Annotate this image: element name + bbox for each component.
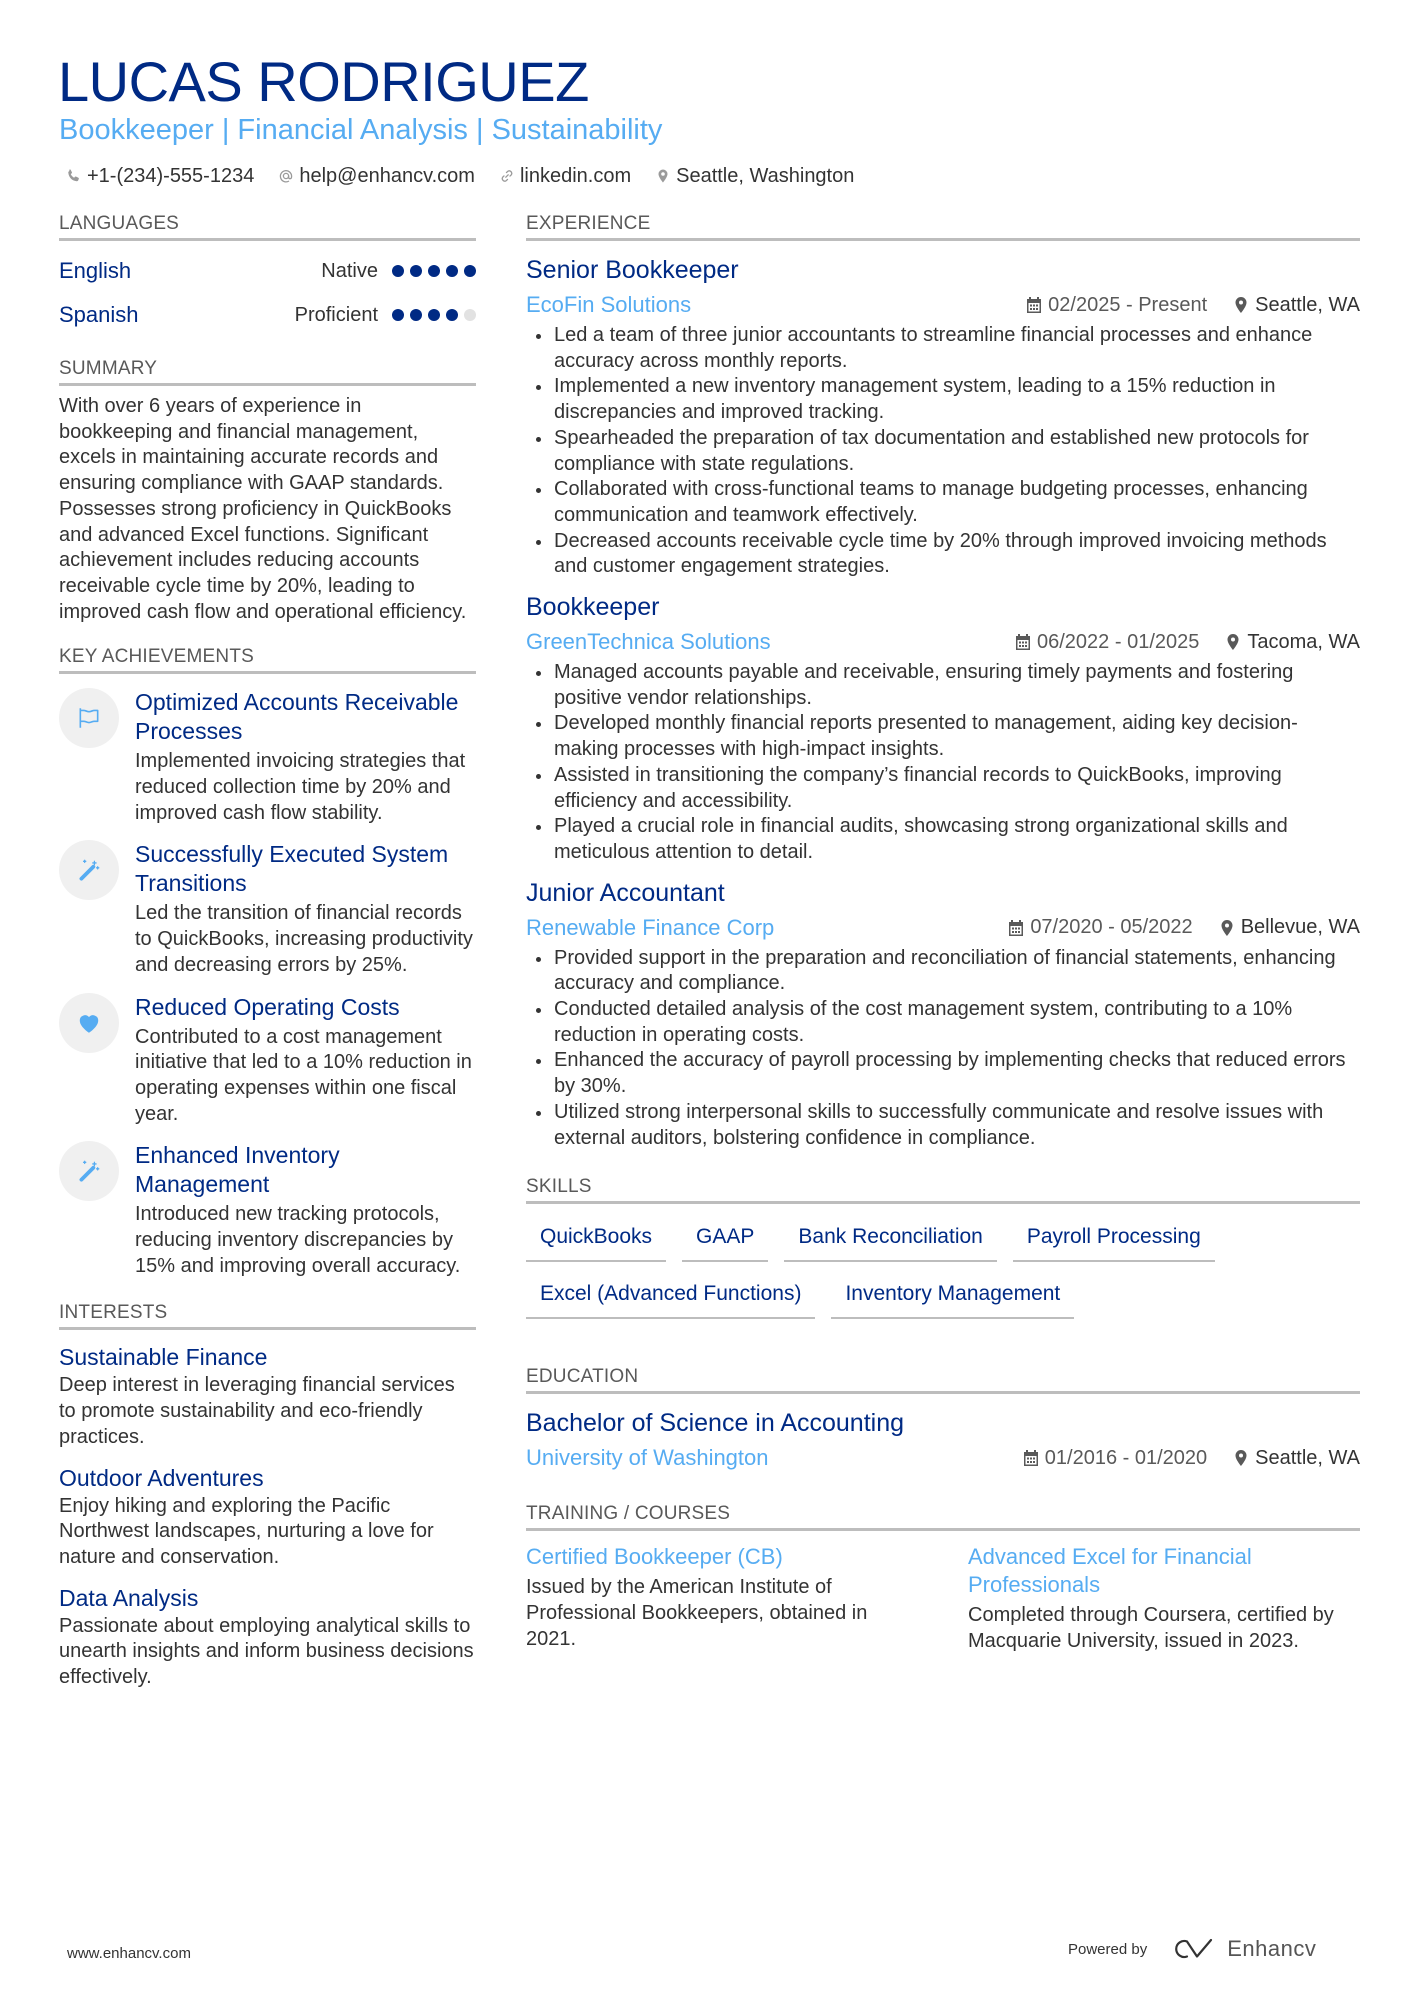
interest-title: Sustainable Finance [59, 1344, 268, 1371]
brand-name: Enhancv [1227, 1936, 1317, 1961]
job-dates [1008, 916, 1192, 939]
interest-item [59, 1583, 476, 1691]
job-meta [526, 287, 1360, 323]
job-entry [526, 876, 1360, 1152]
school-name: University of Washington [526, 1445, 769, 1471]
phone-text: +1-(234)-555-1234 [87, 165, 255, 187]
section-title-experience: EXPERIENCE [526, 212, 1360, 241]
job-location [1225, 631, 1360, 654]
language-name: English [59, 258, 132, 283]
calendar-icon [1023, 1449, 1039, 1467]
left-column [59, 212, 476, 1703]
dot-filled [410, 309, 422, 321]
job-bullets [526, 660, 1360, 866]
bullet-item: Decreased accounts receivable cycle time by 20% through improved invoicing methods and customer engagement strategies. [526, 529, 1360, 580]
spacer [526, 1319, 1360, 1365]
linkedin-text: linkedin.com [519, 165, 632, 187]
location-text: Seattle, WA [1255, 293, 1360, 316]
enhancv-logo[interactable] [1171, 1936, 1316, 1962]
section-title-education: EDUCATION [526, 1365, 1360, 1394]
training-item [526, 1543, 918, 1654]
powered-by-label: Powered by [1068, 1940, 1148, 1958]
achievement-item [59, 840, 476, 978]
bullet-item: Provided support in the preparation and reconciliation of financial statements, enhancing accuracy and compliance. [526, 946, 1360, 997]
interest-text: Passionate about employing analytical skills to unearth insights and inform business decisions effectively. [59, 1614, 474, 1689]
dot-filled [446, 265, 458, 277]
location-text: Seattle, Washington [676, 165, 855, 187]
company-name: Renewable Finance Corp [526, 914, 775, 940]
dot-empty [464, 309, 476, 321]
proficiency-dots [392, 265, 476, 277]
interests-section [59, 1301, 476, 1690]
location-text: Tacoma, WA [1247, 630, 1360, 653]
job-meta [526, 624, 1360, 660]
location-pin-icon [1233, 296, 1249, 314]
contact-phone[interactable] [66, 163, 254, 189]
magic-wand-icon [59, 1141, 119, 1201]
education-location [1233, 1447, 1360, 1470]
training-title: Certified Bookkeeper (CB) [526, 1544, 783, 1570]
language-item [59, 249, 476, 293]
dot-filled [464, 265, 476, 277]
company-name: EcoFin Solutions [526, 292, 692, 317]
section-title-summary: SUMMARY [59, 357, 476, 386]
location-pin-icon [1225, 633, 1241, 651]
heart-icon [59, 993, 119, 1053]
training-item [968, 1543, 1360, 1654]
experience-section [526, 212, 1360, 1151]
company-name: GreenTechnica Solutions [526, 629, 771, 655]
footer-website-link[interactable]: www.enhancv.com [67, 1945, 191, 1962]
candidate-name: LUCAS RODRIGUEZ [58, 50, 589, 113]
training-title: Advanced Excel for Financial Professionals [968, 1544, 1252, 1598]
job-dates [1026, 294, 1207, 317]
education-meta [526, 1440, 1360, 1476]
summary-section [59, 357, 476, 625]
spacer [526, 1161, 1360, 1175]
location-pin-icon [655, 168, 671, 184]
job-title: Senior Bookkeeper [526, 256, 739, 284]
training-section [526, 1502, 1360, 1654]
calendar-icon [1026, 296, 1042, 314]
job-entry [526, 253, 1360, 580]
bullet-item: Led a team of three junior accountants to streamline financial processes and enhance accuracy across monthly reports. [526, 323, 1360, 374]
education-dates [1023, 1447, 1207, 1470]
location-pin-icon [1233, 1449, 1249, 1467]
link-icon [499, 168, 515, 184]
interest-item [59, 1463, 476, 1571]
date-range-text: 02/2025 - Present [1048, 293, 1208, 316]
languages-section [59, 212, 476, 337]
job-meta [526, 910, 1360, 946]
job-location [1233, 294, 1360, 317]
job-location [1219, 916, 1360, 939]
enhancv-logo-icon [1171, 1936, 1217, 1962]
interest-item [59, 1342, 476, 1450]
achievements-section [59, 645, 476, 1279]
footer-branding [1068, 1936, 1316, 1962]
bullet-item: Managed accounts payable and receivable, ensuring timely payments and fostering positive vendor relationships. [526, 660, 1360, 711]
contact-email[interactable] [278, 163, 475, 189]
candidate-headline: Bookkeeper | Financial Analysis | Sustainability [59, 114, 663, 146]
section-title-languages: LANGUAGES [59, 212, 476, 241]
bullet-item: Spearheaded the preparation of tax documentation and established new protocols for compliance with state regulations. [526, 426, 1360, 477]
training-text: Issued by the American Institute of Professional Bookkeepers, obtained in 2021. [526, 1576, 868, 1650]
education-section [526, 1365, 1360, 1476]
contact-location [655, 163, 854, 189]
skill-tag: GAAP [682, 1218, 768, 1262]
achievement-title: Reduced Operating Costs [135, 993, 400, 1020]
calendar-icon [1015, 633, 1031, 651]
section-title-achievements: KEY ACHIEVEMENTS [59, 645, 476, 674]
achievement-text: Contributed to a cost management initiative that led to a 10% reduction in operating expenses within one fiscal year. [135, 1025, 472, 1125]
achievement-title: Enhanced Inventory Management [135, 1142, 340, 1198]
skill-tag: QuickBooks [526, 1218, 666, 1262]
right-column [526, 212, 1360, 1655]
email-text: help@enhancv.com [299, 165, 475, 187]
bullet-item: Played a crucial role in financial audits, showcasing strong organizational skills and meticulous attention to detail. [526, 814, 1360, 865]
achievement-title: Optimized Accounts Receivable Processes [135, 689, 459, 745]
spacer [526, 1486, 1360, 1502]
skill-tag: Payroll Processing [1013, 1218, 1215, 1262]
job-title: Bookkeeper [526, 593, 660, 622]
section-title-interests: INTERESTS [59, 1301, 476, 1330]
achievement-text: Introduced new tracking protocols, reducing inventory discrepancies by 15% and improving overall accuracy. [135, 1203, 461, 1277]
job-bullets [526, 946, 1360, 1152]
achievement-text: Led the transition of financial records to QuickBooks, increasing productivity and decreasing errors by 25%. [135, 902, 473, 976]
achievement-title: Successfully Executed System Transitions [135, 841, 449, 897]
training-text: Completed through Coursera, certified by Macquarie University, issued in 2023. [968, 1604, 1334, 1652]
date-range-text: 06/2022 - 01/2025 [1037, 630, 1200, 653]
achievement-text: Implemented invoicing strategies that reduced collection time by 20% and improved cash flow stability. [135, 750, 466, 824]
skill-tag: Inventory Management [831, 1275, 1074, 1319]
interest-title: Data Analysis [59, 1584, 199, 1611]
dot-filled [392, 265, 404, 277]
date-range-text: 01/2016 - 01/2020 [1044, 1446, 1208, 1469]
job-dates [1015, 631, 1199, 654]
skills-section [526, 1175, 1360, 1319]
skill-tag: Excel (Advanced Functions) [526, 1275, 815, 1319]
contact-linkedin[interactable] [499, 163, 631, 189]
calendar-icon [1008, 919, 1024, 937]
bullet-item: Enhanced the accuracy of payroll processing by implementing checks that reduced errors by 30%. [526, 1048, 1360, 1099]
job-entry [526, 590, 1360, 866]
achievement-item [59, 688, 476, 826]
bullet-item: Utilized strong interpersonal skills to successfully communicate and resolve issues with external auditors, bolstering confidence in compliance. [526, 1100, 1360, 1151]
interest-text: Deep interest in leveraging financial services to promote sustainability and eco-friendly practices. [59, 1374, 455, 1448]
language-level: Native [321, 259, 378, 282]
flag-icon [59, 688, 119, 748]
skill-tag: Bank Reconciliation [784, 1218, 996, 1262]
bullet-item: Collaborated with cross-functional teams to manage budgeting processes, enhancing communication and teamwork effectively. [526, 477, 1360, 528]
job-title: Junior Accountant [526, 878, 725, 907]
language-level: Proficient [294, 303, 378, 326]
training-grid [526, 1543, 1360, 1654]
magic-wand-icon [59, 840, 119, 900]
dot-filled [428, 309, 440, 321]
spacer [59, 337, 476, 357]
contact-row [66, 163, 854, 189]
language-item [59, 293, 476, 337]
location-text: Bellevue, WA [1240, 916, 1360, 939]
achievement-item [59, 1141, 476, 1279]
spacer [59, 625, 476, 645]
bullet-item: Conducted detailed analysis of the cost management system, contributing to a 10% reduction in operating costs. [526, 997, 1360, 1048]
phone-icon [66, 168, 82, 184]
bullet-item: Developed monthly financial reports presented to management, aiding key decision-making processes with high-impact insights. [526, 711, 1360, 762]
section-title-training: TRAINING / COURSES [526, 1502, 1360, 1531]
bullet-item: Assisted in transitioning the company’s financial records to QuickBooks, improving efficiency and accessibility. [526, 763, 1360, 814]
dot-filled [410, 265, 422, 277]
date-range-text: 07/2020 - 05/2022 [1030, 916, 1193, 939]
interest-title: Outdoor Adventures [59, 1464, 264, 1491]
achievement-item [59, 993, 476, 1128]
education-entry [526, 1406, 1360, 1476]
degree-title: Bachelor of Science in Accounting [526, 1409, 905, 1438]
section-title-skills: SKILLS [526, 1175, 1360, 1204]
location-pin-icon [1219, 919, 1235, 937]
summary-text: With over 6 years of experience in bookkeeping and financial management, excels in maintaining accurate records and ensuring compliance with GAAP standards. Possesses strong proficiency in QuickBooks and advanced Excel functions. Significant achievement includes reducing accounts receivable cycle time by 20%, leading to improved cash flow and operational efficiency. [59, 395, 467, 623]
bullet-item: Implemented a new inventory management system, leading to a 15% reduction in discrepancies and improved tracking. [526, 374, 1360, 425]
skills-list [526, 1212, 1360, 1319]
dot-filled [428, 265, 440, 277]
location-text: Seattle, WA [1255, 1446, 1360, 1469]
at-icon [278, 168, 294, 184]
interest-text: Enjoy hiking and exploring the Pacific Northwest landscapes, nurturing a love for nature and conservation. [59, 1494, 434, 1568]
dot-filled [392, 309, 404, 321]
proficiency-dots [392, 309, 476, 321]
spacer [59, 1293, 476, 1301]
job-bullets [526, 323, 1360, 580]
language-name: Spanish [59, 302, 139, 327]
dot-filled [446, 309, 458, 321]
